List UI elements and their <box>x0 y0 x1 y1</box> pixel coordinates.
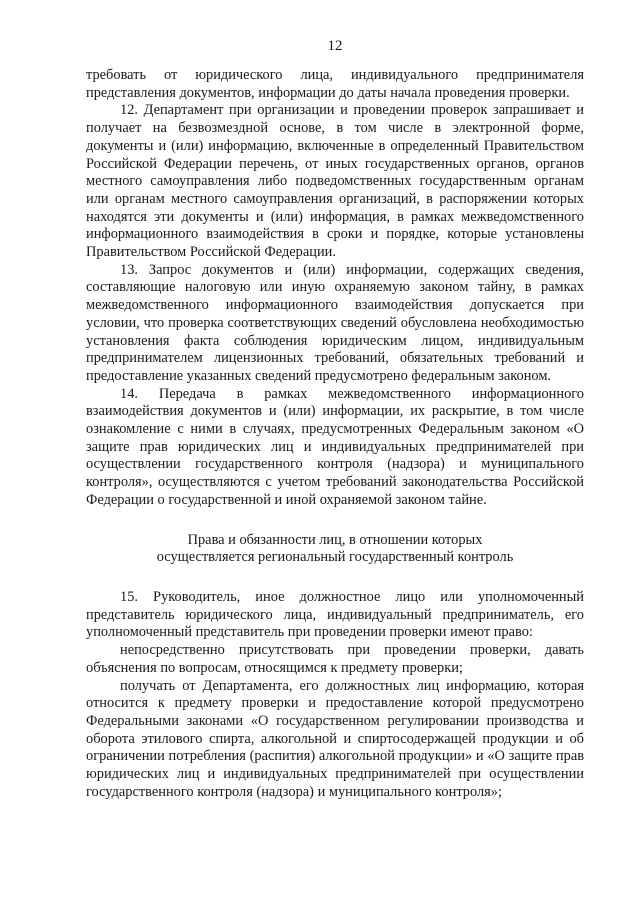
paragraph-13: 13. Запрос документов и (или) информации, содержащих сведения, составляющие налоговую или иную охраняемую законом тайну, в рамках межведомственного информационного взаимодействия допускается при условии, что проверка соответствующих сведений обусловлена необходимостью установления факта соблюдения юридическим лицом, индивидуальным предпринимателем лицензионных требований, обязательных требований и предоставление указанных сведений предусмотрено федеральным законом. <box>86 261 584 384</box>
section-title-line-2: осуществляется региональный государственный контроль <box>156 549 514 566</box>
paragraph-15-item-presence: непосредственно присутствовать при проведении проверки, давать объяснения по вопросам, относящимся к предмету проверки; <box>86 642 584 676</box>
document-page <box>86 38 584 801</box>
paragraph-11-continuation: требовать от юридического лица, индивидуального предпринимателя представления документов, информации до даты начала проведения проверки. <box>86 67 584 101</box>
page-number: 12 <box>327 38 343 54</box>
section-title-line-1: Права и обязанности лиц, в отношении которых <box>187 531 483 548</box>
paragraph-14: 14. Передача в рамках межведомственного информационного взаимодействия документов и (или) информации, их раскрытие, в том числе ознакомление с ними в случаях, предусмотренных Федеральным законом «О защите прав юридических лиц и индивидуальных предпринимателей при осуществлении государственного контроля (надзора) и муниципального контроля», осуществляются с учетом требований законодательства Российской Федерации о государственной и иной охраняемой законом тайне. <box>86 385 584 508</box>
section-title <box>86 532 584 567</box>
paragraph-15: 15. Руководитель, иное должностное лицо или уполномоченный представитель юридического лица, индивидуальный предприниматель, его уполномоченный представитель при проведении проверки имеют право: <box>86 588 584 641</box>
paragraph-12: 12. Департамент при организации и проведении проверок запрашивает и получает на безвозмездной основе, в том числе в электронной форме, документы и (или) информацию, включенные в определенный Правительством Российской Федерации перечень, от иных государственных органов, органов местного самоуправления либо подведомственных государственным органам или органам местного самоуправления организаций, в распоряжении которых находятся эти документы и (или) информация, в рамках межведомственного информационного взаимодействия в сроки и порядке, которые установлены Правительством Российской Федерации. <box>86 102 584 261</box>
paragraph-15-item-information: получать от Департамента, его должностных лиц информацию, которая относится к предмету проверки и предоставление которой предусмотрено Федеральными законами «О государственном регулировании производства и оборота этилового спирта, алкогольной и спиртосодержащей продукции и об ограничении потребления (распития) алкогольной продукции» и «О защите прав юридических лиц и индивидуальных предпринимателей при осуществлении государственного контроля (надзора) и муниципального контроля»; <box>86 677 584 800</box>
